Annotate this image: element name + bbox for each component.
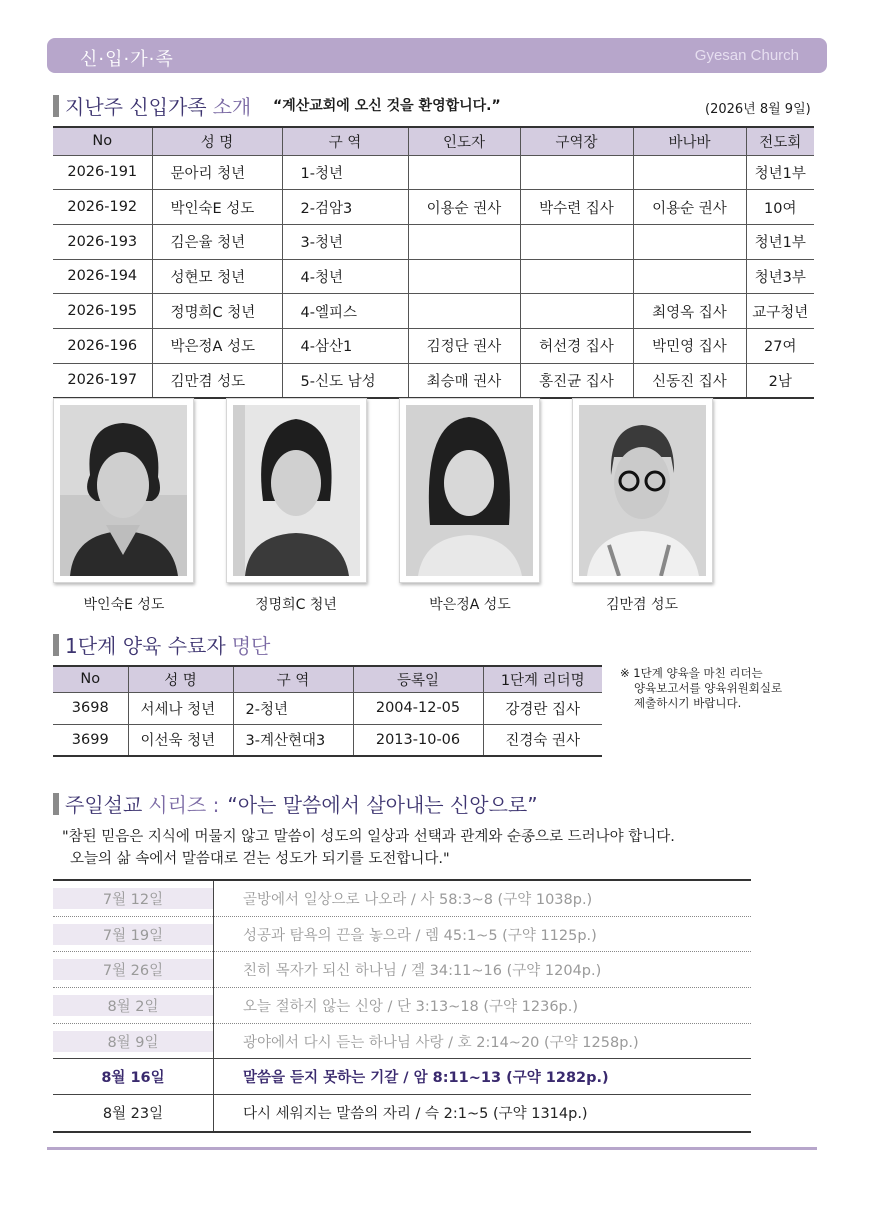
table-cell: 박수련 집사: [520, 190, 633, 225]
heading-marker: [53, 793, 59, 815]
photo-caption: 박은정A 성도: [429, 597, 511, 613]
table-cell: 2026-192: [53, 190, 152, 225]
table-cell: 27여: [746, 328, 814, 363]
table-cell: 김만겸 성도: [152, 363, 282, 398]
table-cell: 청년1부: [746, 224, 814, 259]
sermon-heading: [53, 789, 538, 818]
sermon-date: 8월 16일: [101, 1070, 165, 1087]
table-row: [53, 259, 814, 294]
note-line: 양육보고서를 양육위원회실로: [634, 681, 783, 695]
col-header: 인도자: [408, 127, 520, 155]
table-cell: [633, 259, 746, 294]
table-row: [53, 224, 814, 259]
heading-bold: 1단계 양육 수료자: [65, 634, 226, 658]
section-name: 신·입·가·족: [80, 49, 174, 70]
table-cell: 2026-196: [53, 328, 152, 363]
col-header: 성 명: [128, 666, 233, 692]
table-row: [53, 155, 814, 190]
table-cell: 5-신도 남성: [282, 363, 408, 398]
heading-marker: [53, 95, 59, 117]
table-cell: 허선경 집사: [520, 328, 633, 363]
sermon-title: 광야에서 다시 듣는 하나님 사랑 / 호 2:14~20 (구약 1258p.): [243, 1034, 639, 1051]
table-cell: 이선욱 청년: [128, 724, 233, 756]
portrait-image: [579, 405, 706, 576]
heading-marker: [53, 634, 59, 656]
table-cell: 3699: [53, 724, 128, 756]
table-cell: [408, 155, 520, 190]
col-header: 구 역: [282, 127, 408, 155]
table-cell: 이용순 권사: [408, 190, 520, 225]
table-cell: 이용순 권사: [633, 190, 746, 225]
sermon-schedule: [53, 879, 751, 1133]
sermon-title: 말씀을 듣지 못하는 기갈 / 암 8:11~13 (구약 1282p.): [243, 1070, 609, 1087]
sermon-date: 7월 12일: [53, 888, 213, 909]
table-cell: 정명희C 청년: [152, 294, 282, 329]
table-cell: [408, 259, 520, 294]
col-header: 성 명: [152, 127, 282, 155]
new-family-heading: [53, 91, 251, 120]
sermon-row: [53, 1024, 751, 1060]
col-header: 바나바: [633, 127, 746, 155]
member-photo-4: [572, 398, 713, 578]
table-cell: 박인숙E 성도: [152, 190, 282, 225]
portrait-image: [233, 405, 360, 576]
col-header: 1단계 리더명: [483, 666, 602, 692]
note-line: ※ 1단계 양육을 마친 리더는: [620, 666, 763, 680]
sermon-date: 7월 26일: [53, 959, 213, 980]
col-header: 구역장: [520, 127, 633, 155]
intro-line: 오늘의 삶 속에서 말씀대로 걷는 성도가 되기를 도전합니다.": [70, 851, 450, 867]
col-header: 전도회: [746, 127, 814, 155]
col-header: No: [53, 127, 152, 155]
table-cell: 2남: [746, 363, 814, 398]
heading-light: 시리즈 :: [148, 793, 220, 817]
table-header-row: [53, 666, 602, 692]
col-header: No: [53, 666, 128, 692]
table-cell: 교구청년: [746, 294, 814, 329]
col-header: 등록일: [353, 666, 483, 692]
sermon-row: [53, 952, 751, 988]
table-cell: [520, 294, 633, 329]
table-cell: 1-청년: [282, 155, 408, 190]
portrait-image: [406, 405, 533, 576]
sermon-row: [53, 917, 751, 953]
table-cell: [408, 294, 520, 329]
table-cell: 3698: [53, 692, 128, 724]
table-cell: 2026-193: [53, 224, 152, 259]
table-cell: [633, 224, 746, 259]
table-cell: [520, 224, 633, 259]
bulletin-date: (2026년 8월 9일): [705, 102, 811, 117]
footer-divider: [47, 1147, 817, 1150]
member-photo-2: [226, 398, 367, 578]
welcome-text: “계산교회에 오신 것을 환영합니다.”: [273, 98, 501, 114]
table-cell: 박민영 집사: [633, 328, 746, 363]
sermon-row: [53, 988, 751, 1024]
heading-light: 명단: [231, 634, 271, 658]
table-cell: 2-검암3: [282, 190, 408, 225]
sermon-row: [53, 1095, 751, 1131]
member-photo-3: [399, 398, 540, 578]
table-cell: [408, 224, 520, 259]
sermon-intro: [62, 826, 675, 870]
table-cell: 10여: [746, 190, 814, 225]
table-row: [53, 363, 814, 398]
table-cell: 4-엘피스: [282, 294, 408, 329]
table-row: [53, 692, 602, 724]
heading-bold: 지난주 신입가족: [65, 95, 207, 119]
table-cell: 3-계산현대3: [233, 724, 353, 756]
table-cell: 청년1부: [746, 155, 814, 190]
table-cell: 박은정A 성도: [152, 328, 282, 363]
sermon-title: 성공과 탐욕의 끈을 놓으라 / 렘 45:1~5 (구약 1125p.): [243, 927, 597, 944]
table-cell: 최승매 권사: [408, 363, 520, 398]
table-row: [53, 724, 602, 756]
sermon-title: 친히 목자가 되신 하나님 / 겔 34:11~16 (구약 1204p.): [243, 963, 602, 980]
table-cell: 4-청년: [282, 259, 408, 294]
graduates-heading: [53, 630, 270, 659]
table-cell: 성현모 청년: [152, 259, 282, 294]
col-header: 구 역: [233, 666, 353, 692]
photo-caption: 박인숙E 성도: [83, 597, 165, 613]
table-row: [53, 328, 814, 363]
table-cell: 김정단 권사: [408, 328, 520, 363]
church-name: Gyesan Church: [694, 47, 799, 64]
table-cell: 강경란 집사: [483, 692, 602, 724]
heading-bold: 주일설교: [65, 793, 143, 817]
table-cell: 2026-194: [53, 259, 152, 294]
table-cell: 김은율 청년: [152, 224, 282, 259]
table-cell: 2026-195: [53, 294, 152, 329]
table-cell: 3-청년: [282, 224, 408, 259]
table-cell: 2013-10-06: [353, 724, 483, 756]
table-cell: 문아리 청년: [152, 155, 282, 190]
sermon-title: 골방에서 일상으로 나오라 / 사 58:3~8 (구약 1038p.): [243, 891, 593, 908]
portrait-image: [60, 405, 187, 576]
header-bar: [47, 38, 827, 73]
member-photo-1: [53, 398, 194, 578]
table-cell: 청년3부: [746, 259, 814, 294]
table-cell: [633, 155, 746, 190]
graduates-note: [620, 666, 782, 711]
sermon-date: 8월 2일: [53, 995, 213, 1016]
table-cell: 최영옥 집사: [633, 294, 746, 329]
table-cell: [520, 155, 633, 190]
table-row: [53, 190, 814, 225]
new-family-table: [53, 126, 814, 399]
table-header-row: [53, 127, 814, 155]
table-cell: 진경숙 권사: [483, 724, 602, 756]
graduates-table: [53, 665, 602, 757]
sermon-date: 8월 9일: [53, 1031, 213, 1052]
table-cell: [520, 259, 633, 294]
note-line: 제출하시기 바랍니다.: [634, 696, 742, 710]
table-cell: 2026-197: [53, 363, 152, 398]
table-cell: 2026-191: [53, 155, 152, 190]
sermon-title: 오늘 절하지 않는 신앙 / 단 3:13~18 (구약 1236p.): [243, 998, 579, 1015]
heading-light: 소개: [212, 95, 252, 119]
intro-line: "참된 믿음은 지식에 머물지 않고 말씀이 성도의 일상과 선택과 관계와 순종으로 드러나야 합니다.: [62, 829, 675, 845]
table-cell: 2004-12-05: [353, 692, 483, 724]
sermon-row: [53, 881, 751, 917]
table-cell: 서세나 청년: [128, 692, 233, 724]
series-title: “아는 말씀에서 살아내는 신앙으로”: [227, 793, 538, 817]
sermon-title: 다시 세워지는 말씀의 자리 / 슥 2:1~5 (구약 1314p.): [243, 1106, 588, 1123]
sermon-date: 7월 19일: [53, 924, 213, 945]
sermon-date: 8월 23일: [102, 1106, 164, 1123]
table-cell: 홍진균 집사: [520, 363, 633, 398]
table-row: [53, 294, 814, 329]
photo-caption: 정명희C 청년: [255, 597, 337, 613]
photo-caption: 김만겸 성도: [605, 597, 679, 613]
table-cell: 4-삼산1: [282, 328, 408, 363]
table-cell: 신동진 집사: [633, 363, 746, 398]
table-cell: 2-청년: [233, 692, 353, 724]
sermon-row: [53, 1059, 751, 1095]
